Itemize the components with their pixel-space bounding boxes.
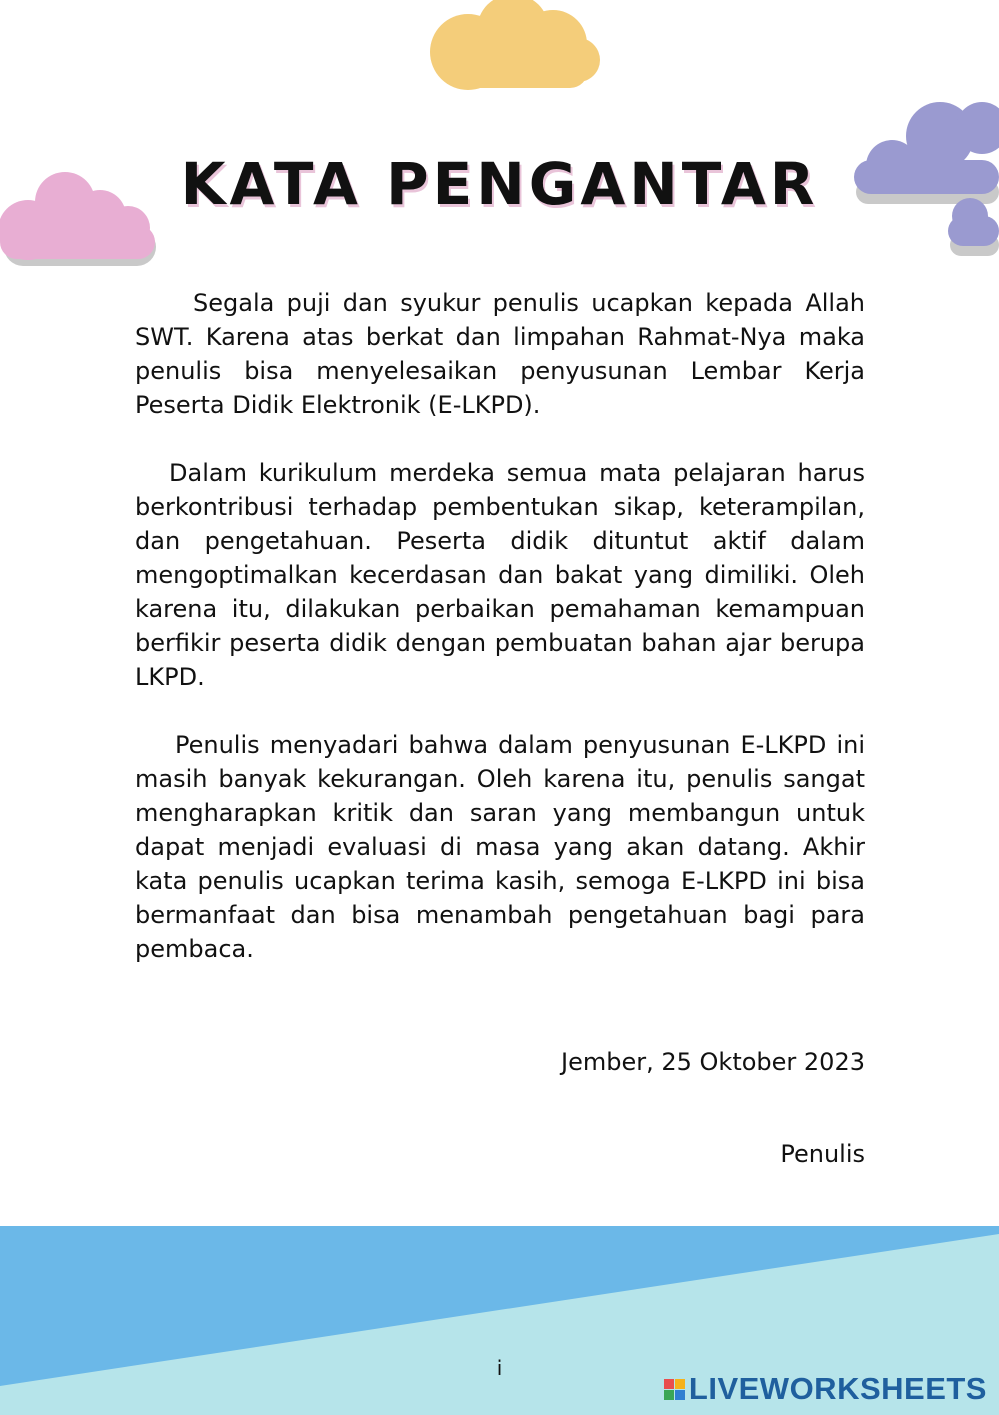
paragraph-2: Dalam kurikulum merdeka semua mata pelajaran harus berkontribusi terhadap pembentukan sikap, keterampilan, dan pengetahuan. Peserta didik dituntut aktif dalam mengoptimalkan kecerdasan dan bakat yang dimiliki. Oleh karena itu, dilakukan perbaikan pemahaman kemampuan berfikir peserta didik dengan pembuatan bahan ajar berupa LKPD. — [135, 459, 865, 691]
body-text — [135, 286, 865, 1000]
place-date: Jember, 25 Oktober 2023 — [561, 1048, 865, 1076]
paragraph-1: Segala puji dan syukur penulis ucapkan kepada Allah SWT. Karena atas berkat dan limpahan Rahmat-Nya maka penulis bisa menyelesaikan penyusunan Lembar Kerja Peserta Didik Elektronik (E-LKPD). — [135, 289, 865, 419]
paragraph-3: Penulis menyadari bahwa dalam penyusunan E-LKPD ini masih banyak kekurangan. Oleh karena itu, penulis sangat mengharapkan kritik dan saran yang membangun untuk dapat menjadi evaluasi di masa yang akan datang. Akhir kata penulis ucapkan terima kasih, semoga E-LKPD ini bisa bermanfaat dan bisa menambah pengetahuan bagi para pembaca. — [135, 731, 865, 963]
brand-label: LIVEWORKSHEETS — [688, 1371, 987, 1406]
liveworksheets-logo — [664, 1371, 987, 1407]
page-title: KATA PENGANTAR — [180, 150, 819, 218]
signer: Penulis — [780, 1140, 865, 1168]
yellow-cloud-decoration — [418, 0, 603, 92]
liveworksheets-icon — [664, 1379, 685, 1400]
page-number: i — [496, 1356, 503, 1380]
